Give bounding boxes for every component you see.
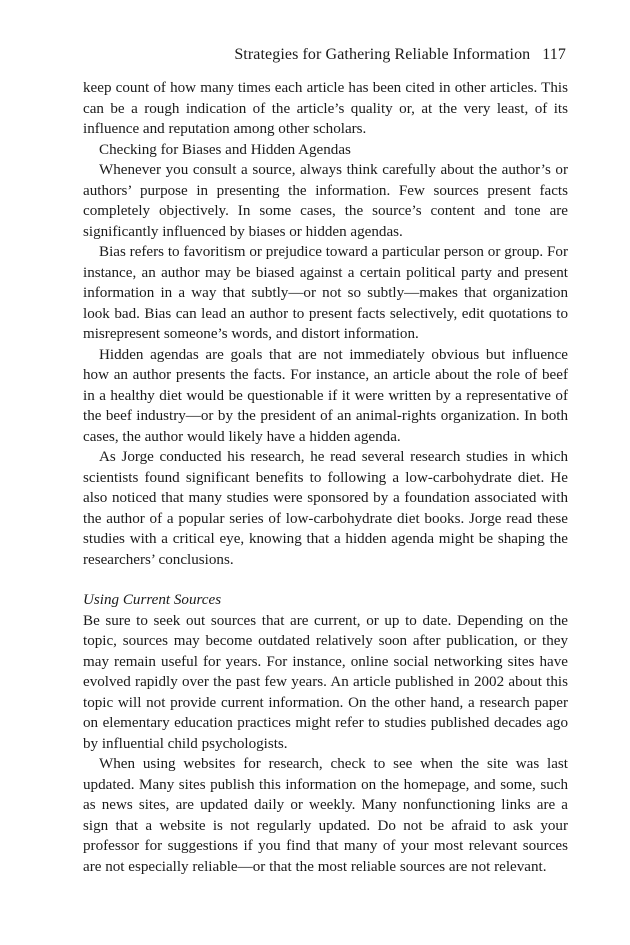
section-heading-current-sources: Using Current Sources: [83, 592, 222, 608]
paragraph-hidden-agendas: Hidden agendas are goals that are not immediately obvious but influence how an author presents the facts. For instance, an article about the role of beef in a healthy diet would be questionable if it were written by a representative of the beef industry—or by the president of an animal-rights organization. In both cases, the author would likely have a hidden agenda.: [83, 346, 568, 445]
paragraph-bias: Bias refers to favoritism or prejudice toward a particular person or group. For instance, an author may be biased against a certain political party and present information in a way that subtly—or not so subtly—makes that organization look bad. Bias can lead an author to present facts selectively, edit quotations to misrepresent someone’s words, and distort information.: [83, 244, 568, 342]
running-head-title: Strategies for Gathering Reliable Information: [234, 46, 531, 63]
page-number: 117: [542, 46, 566, 63]
paragraph-websites: When using websites for research, check to see when the site was last updated. Many sites publish this information on the homepage, and some, such as news sites, are updated daily or weekly. Many nonfunctioning links are a sign that a website is not regularly updated. Do not be afraid to ask your professor for suggestions if you find that many of your most relevant sources are not especially reliable—or that the most reliable sources are not relevant.: [83, 756, 568, 875]
running-head: [234, 46, 566, 64]
paragraph-author-purpose: Whenever you consult a source, always think carefully about the author’s or authors’ purpose in presenting the information. Few sources present facts completely objectively. In some cases, the source’s content and tone are significantly influenced by biases or hidden agendas.: [83, 162, 568, 240]
paragraph-current-sources: Be sure to seek out sources that are current, or up to date. Depending on the topic, sources may become outdated relatively soon after publication, or they may remain useful for years. For instance, online social networking sites have evolved rapidly over the past few years. An article published in 2002 about this topic will not provide current information. On the other hand, a research paper on elementary education practices might refer to studies published decades ago by influential child psychologists.: [83, 612, 568, 752]
paragraph-continued: keep count of how many times each article has been cited in other articles. This can be a rough indication of the article’s quality or, at the very least, of its influence and reputation among other scholars.: [83, 80, 568, 137]
paragraph-jorge-research: As Jorge conducted his research, he read several research studies in which scientists found significant benefits to following a low-carbohydrate diet. He also noticed that many studies were sponsored by a foundation associated with the author of a popular series of low-carbohydrate diet books. Jorge read these studies with a critical eye, knowing that a hidden agenda might be shaping the researchers’ conclusions.: [83, 449, 568, 568]
body-text: [83, 78, 568, 877]
subheading-biases-agendas: Checking for Biases and Hidden Agendas: [99, 141, 351, 158]
